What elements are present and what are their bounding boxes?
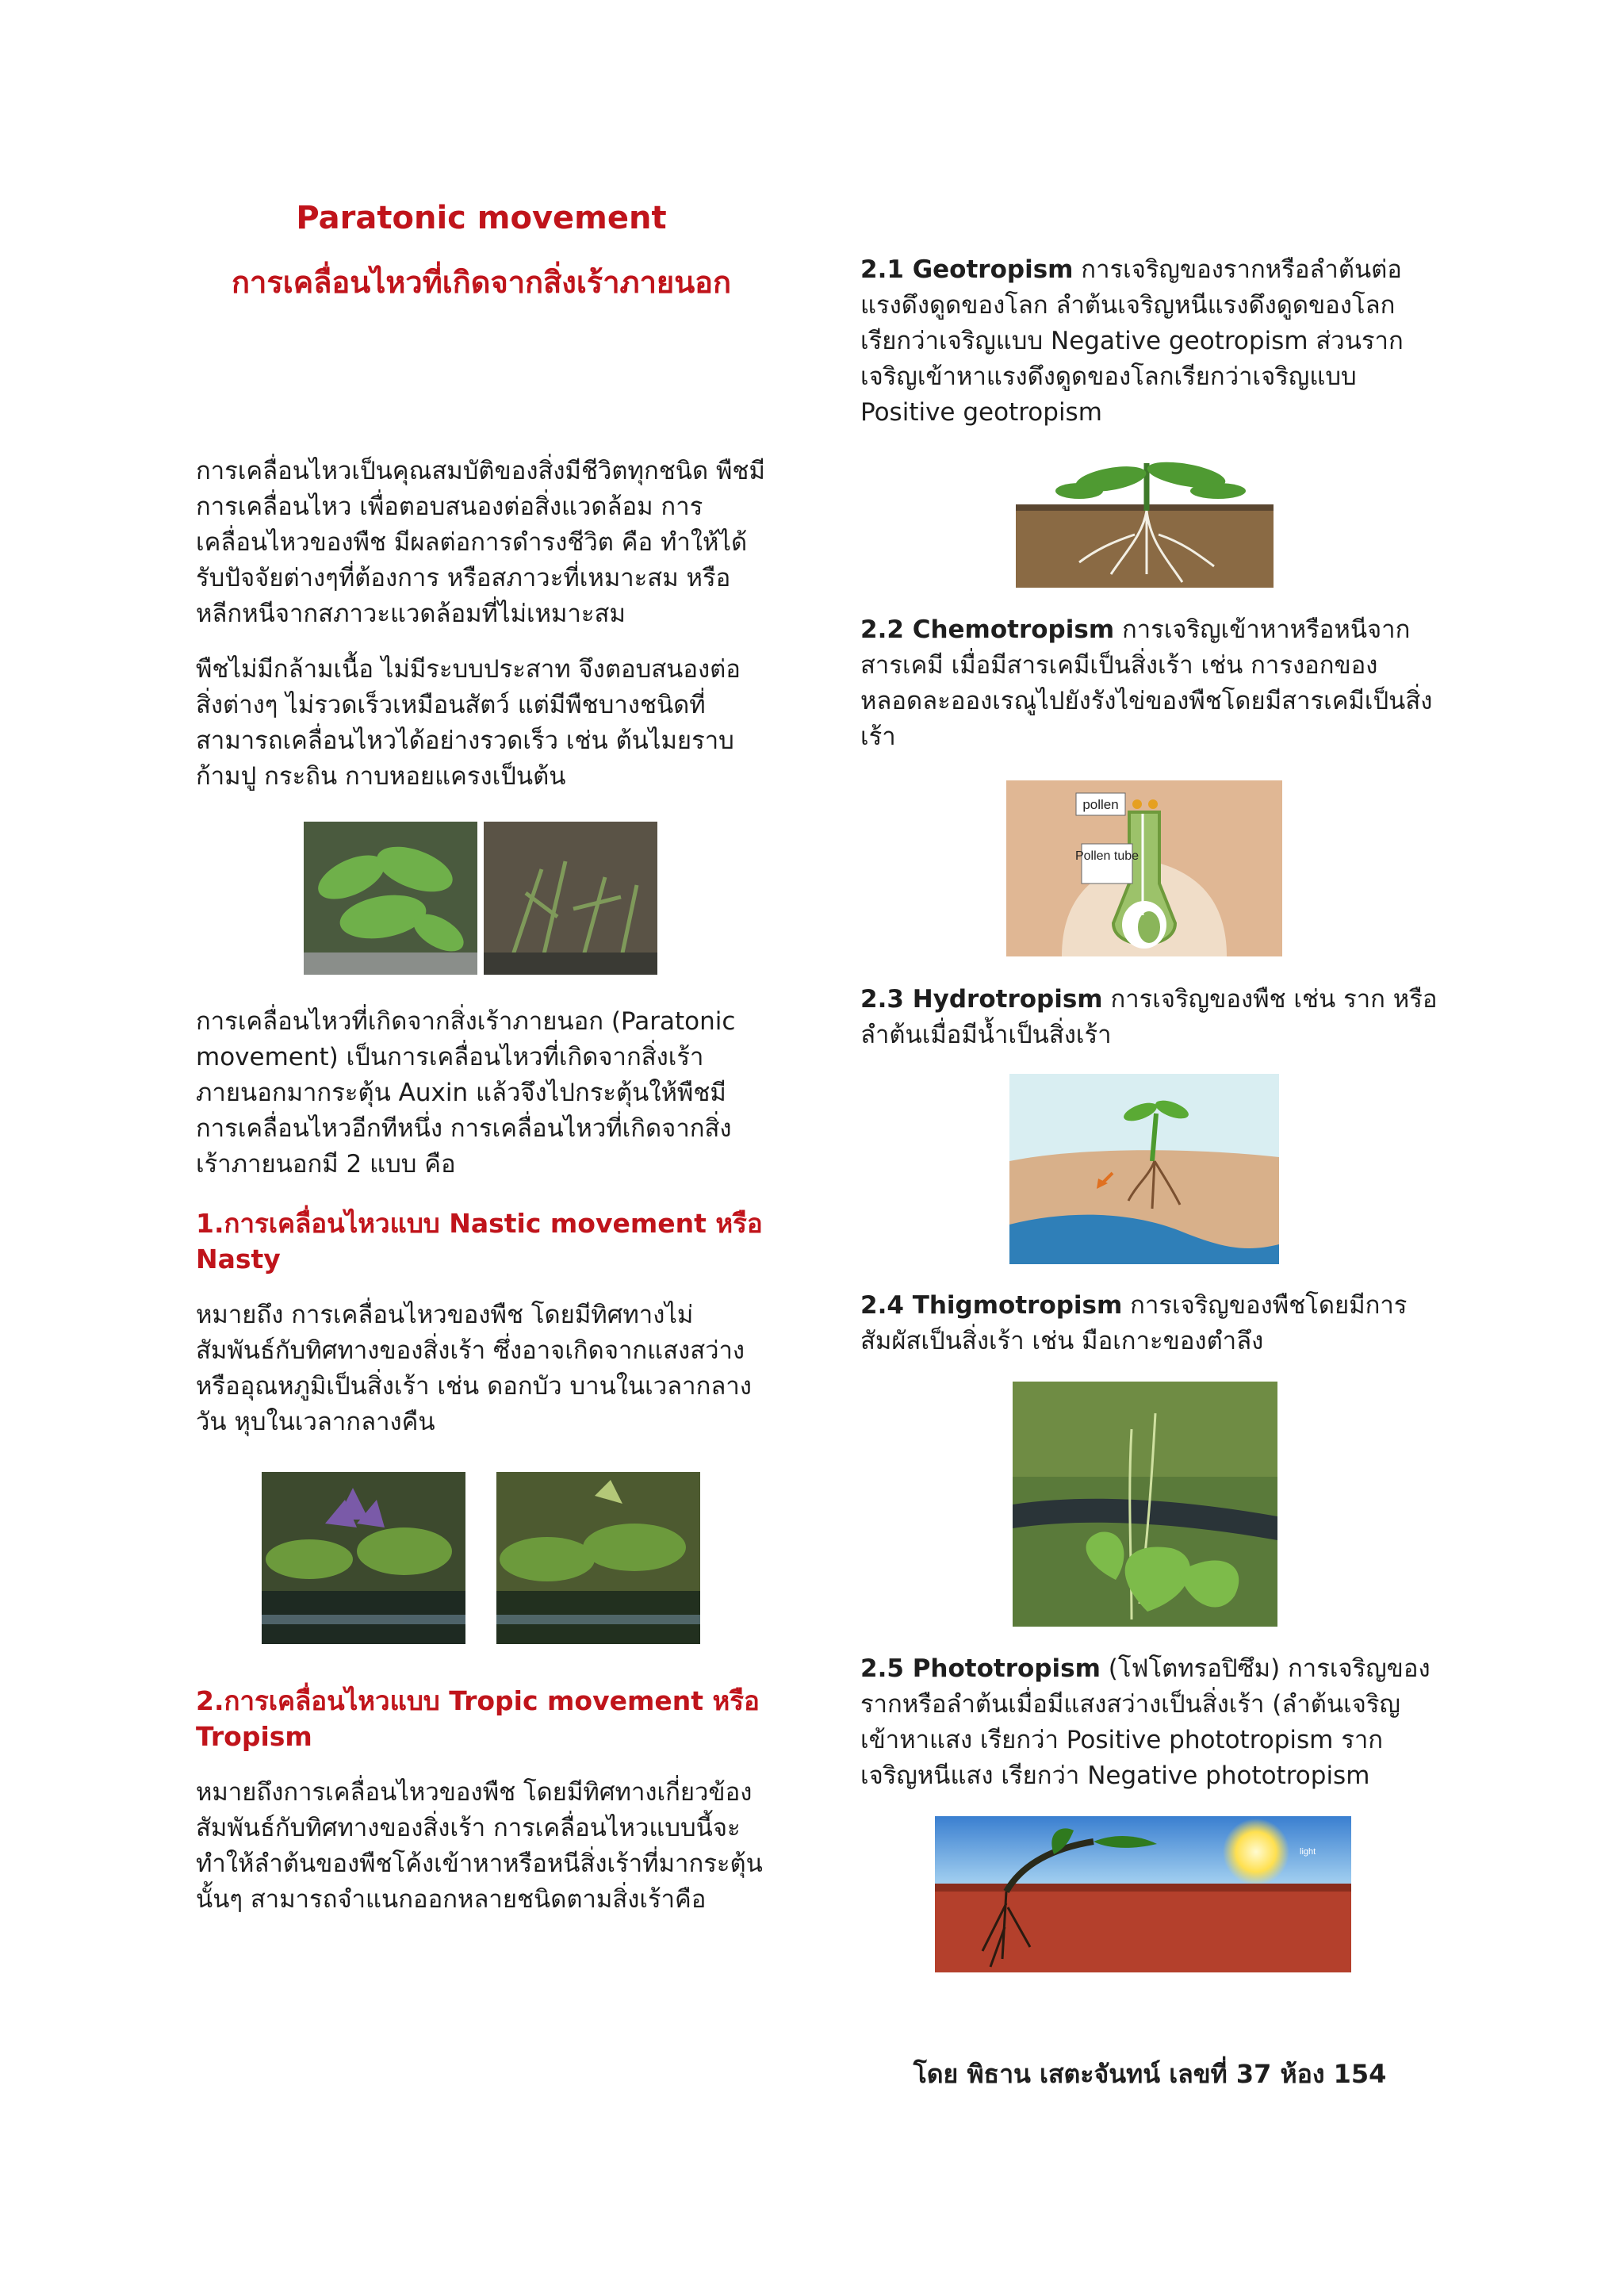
geotropism-heading: 2.1 Geotropism bbox=[860, 255, 1074, 284]
pollen-tube-label-text: Pollen tube bbox=[1074, 849, 1139, 863]
plant-bending-to-light-image bbox=[935, 1816, 1351, 1972]
muscle-paragraph: พืชไม่มีกล้ามเนื้อ ไม่มีระบบประสาท จึงตอบสนองต่อสิ่งต่างๆ ไม่รวดเร็วเหมือนสัตว์ แต่มีพืชบางชนิดที่สามารถเคลื่อนไหวได้อย่างรวดเร็ว เช่น ต้นไมยราบ ก้ามปู กระถิน กาบหอยแครงเป็นต้น bbox=[196, 655, 741, 791]
pollen-label: pollen bbox=[1082, 797, 1119, 812]
chemotropism-heading: 2.2 Chemotropism bbox=[860, 615, 1115, 644]
thigmotropism-text: การเจริญของพืชโดยมีการสัมผัสเป็นสิ่งเร้า เช่น มือเกาะของตำลึง bbox=[860, 1291, 1408, 1355]
nastic-heading: 1.การเคลื่อนไหวแบบ Nastic movement หรือ Nasty bbox=[196, 1208, 763, 1274]
thigmotropism-photo bbox=[1013, 1382, 1277, 1627]
paratonic-paragraph: การเคลื่อนไหวที่เกิดจากสิ่งเร้าภายนอก (Paratonic movement) เป็นการเคลื่อนไหวที่เกิดจากสิ่งเร้าภายนอกมากระตุ้น Auxin แล้วจึงไปกระตุ้นให้พืชมีการเคลื่อนไหวอีกทีหนึ่ง การเคลื่อนไหวที่เกิดจากสิ่งเร้าภายนอกมี 2 แบบ คือ bbox=[196, 1007, 736, 1179]
phototropism-text: (โฟโตทรอปิซึม) การเจริญของรากหรือลำต้นเมื่อมีแสงสว่างเป็นสิ่งเร้า (ลำต้นเจริญเข้าหาแสง เรียกว่า Positive phototropism รากเจริญหนีแสง เรียกว่า Negative phototropism bbox=[860, 1654, 1431, 1790]
geotropism-text: การเจริญของรากหรือลำต้นต่อแรงดึงดูดของโลก ลำต้นเจริญหนีแรงดึงดูดของโลกเรียกว่าเจริญแบบ Negative geotropism ส่วนรากเจริญเข้าหาแรงดึงดูดของโลกเรียกว่าเจริญแบบ Positive geotropism bbox=[860, 255, 1404, 427]
seedling-roots-image bbox=[1016, 455, 1274, 588]
geotropism-paragraph bbox=[860, 252, 1439, 431]
hydrotropism-text: การเจริญของพืช เช่น ราก หรือลำต้นเมื่อมีน้ำเป็นสิ่งเร้า bbox=[860, 985, 1438, 1049]
pollen-tube-diagram bbox=[1006, 780, 1282, 956]
lotus-photo-pair bbox=[262, 1472, 700, 1644]
mimosa-photo-pair bbox=[304, 822, 657, 975]
phototropism-diagram bbox=[935, 1816, 1351, 1972]
geotropism-photo bbox=[1016, 455, 1274, 588]
root-water-image bbox=[1009, 1074, 1279, 1264]
title-english: Paratonic movement bbox=[296, 200, 667, 236]
chemotropism-text: การเจริญเข้าหาหรือหนีจากสารเคมี เมื่อมีสารเคมีเป็นสิ่งเร้า เช่น การงอกของหลอดละอองเรณูไปยังรังไข่ของพืชโดยมีสารเคมีเป็นสิ่งเร้า bbox=[860, 615, 1433, 751]
author-footer: โดย พิธาน เสตะจันทน์ เลขที่ 37 ห้อง 154 bbox=[913, 2059, 1387, 2089]
sun-icon bbox=[1223, 1819, 1289, 1885]
tendril-image bbox=[1013, 1382, 1277, 1627]
mimosa-image bbox=[304, 822, 657, 975]
chemotropism-paragraph bbox=[860, 612, 1439, 755]
lotus-image bbox=[262, 1472, 700, 1644]
tropic-heading: 2.การเคลื่อนไหวแบบ Tropic movement หรือ Tropism bbox=[196, 1685, 760, 1752]
hydrotropism-heading: 2.3 Hydrotropism bbox=[860, 985, 1103, 1014]
phototropism-heading: 2.5 Phototropism bbox=[860, 1654, 1101, 1683]
tropic-paragraph: หมายถึงการเคลื่อนไหวของพืช โดยมีทิศทางเกี่ยวข้องสัมพันธ์กับทิศทางของสิ่งเร้า การเคลื่อนไหวแบบนี้จะทำให้ลำต้นของพืชโค้งเข้าหาหรือหนีสิ่งเร้าที่มากระตุ้นนั้นๆ สามารถจำแนกออกหลายชนิดตามสิ่งเร้าคือ bbox=[196, 1778, 763, 1914]
pollen-tube-label bbox=[1075, 849, 1139, 863]
title-thai: การเคลื่อนไหวที่เกิดจากสิ่งเร้าภายนอก bbox=[231, 265, 732, 300]
chemotropism-diagram bbox=[1006, 780, 1282, 956]
hydrotropism-photo bbox=[1009, 1074, 1279, 1264]
nastic-paragraph: หมายถึง การเคลื่อนไหวของพืช โดยมีทิศทางไม่สัมพันธ์กับทิศทางของสิ่งเร้า ซึ่งอาจเกิดจากแสงสว่างหรืออุณหภูมิเป็นสิ่งเร้า เช่น ดอกบัว บานในเวลากลางวัน หุบในเวลากลางคืน bbox=[196, 1301, 752, 1436]
phototropism-paragraph bbox=[860, 1651, 1439, 1794]
intro-paragraph: การเคลื่อนไหวเป็นคุณสมบัติของสิ่งมีชีวิตทุกชนิด พืชมีการเคลื่อนไหว เพื่อตอบสนองต่อสิ่งแวดล้อม การเคลื่อนไหวของพืช มีผลต่อการดำรงชีวิต คือ ทำให้ได้รับปัจจัยต่างๆที่ต้องการ หรือสภาวะที่เหมาะสม หรือหลีกหนีจากสภาวะแวดล้อมที่ไม่เหมาะสม bbox=[196, 457, 765, 628]
light-label: light bbox=[1300, 1847, 1316, 1857]
left-column bbox=[196, 190, 767, 308]
hydrotropism-paragraph bbox=[860, 982, 1439, 1053]
thigmotropism-heading: 2.4 Thigmotropism bbox=[860, 1291, 1123, 1320]
thigmotropism-paragraph bbox=[860, 1288, 1439, 1359]
